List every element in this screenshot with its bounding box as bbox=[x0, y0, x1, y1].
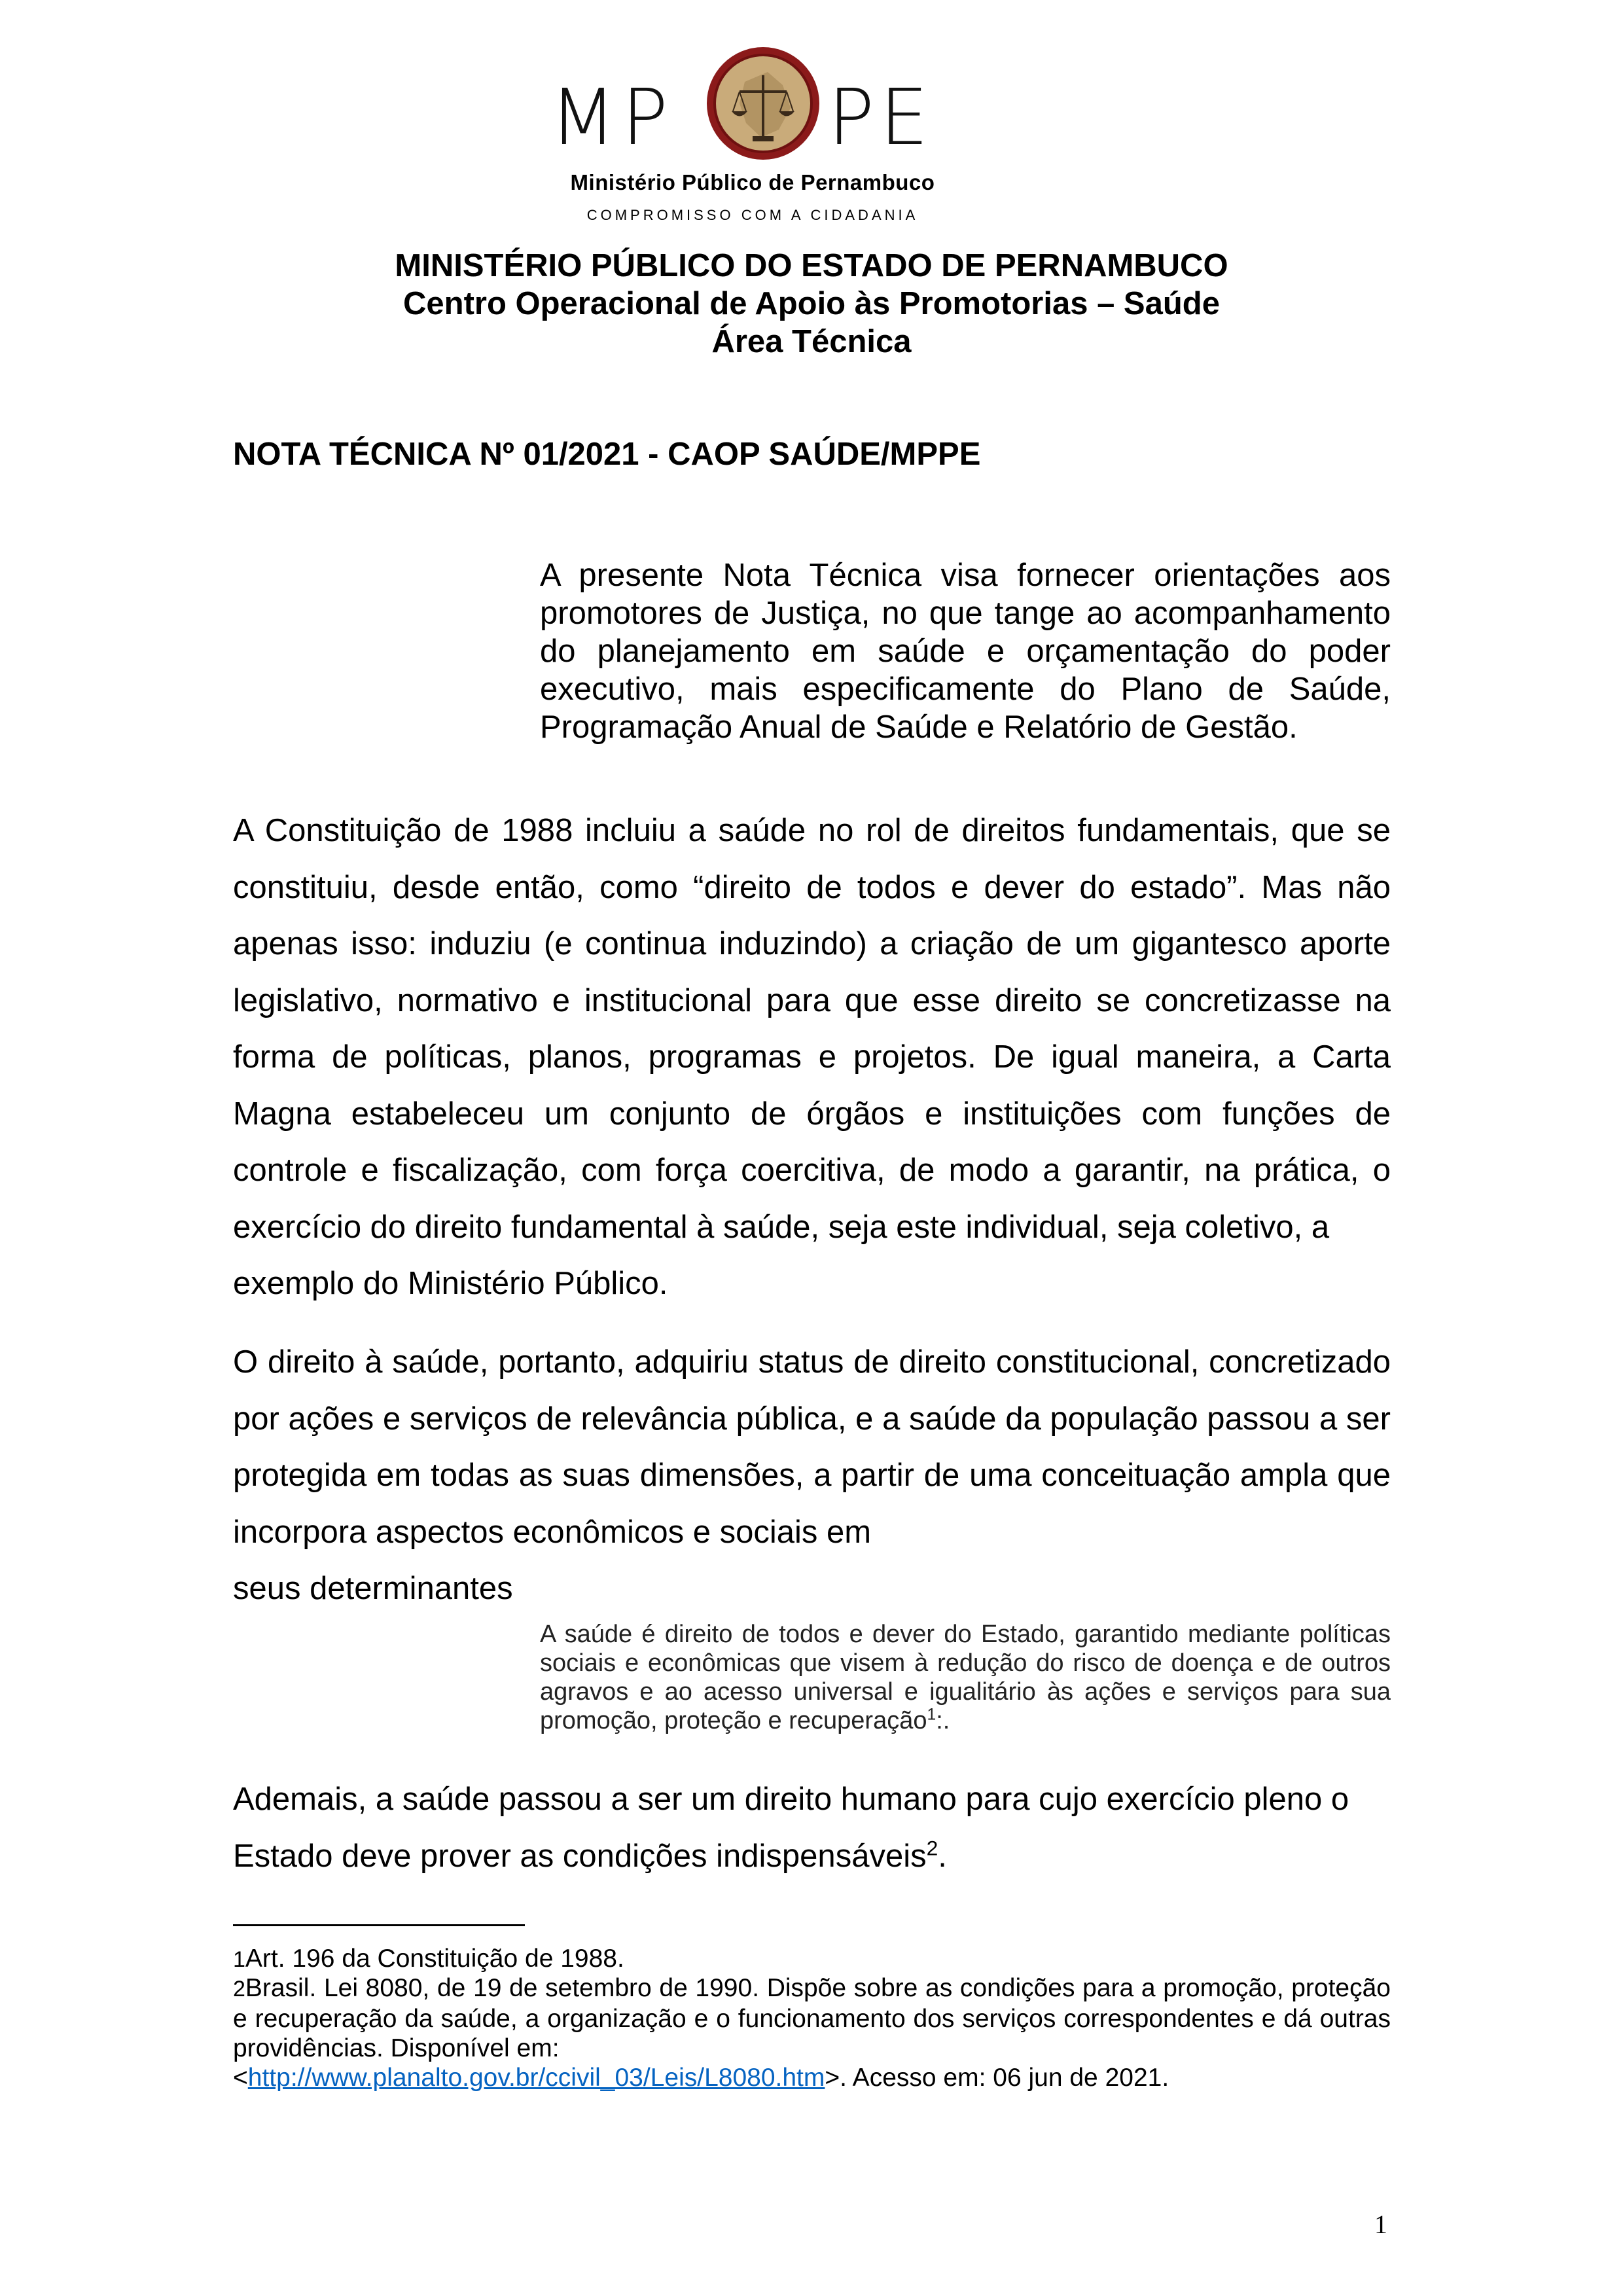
paragraph-2 bbox=[233, 1334, 1391, 1617]
abstract: A presente Nota Técnica visa fornecer orientações aos promotores de Justiça, no que tange ao acompanhamento do planejamento em saúde e orçamentação do poder executivo, mais especificamente do Plano de Saúde, Programação Anual de Saúde e Relatório de Gestão. bbox=[540, 558, 1391, 745]
quote-text: A saúde é direito de todos e dever do Estado, garantido mediante políticas sociais e econômicas que visem à redução do risco de doença e de outros agravos e ao acesso universal e igualitário às ações e serviços para sua promoção, proteção e recuperação bbox=[540, 1621, 1391, 1734]
paragraph-2-last-line: seus determinantes bbox=[233, 1571, 513, 1606]
footnote-1-text: Art. 196 da Constituição de 1988. bbox=[245, 1945, 624, 1973]
footnote-2-post-link: >. Acesso em: 06 jun de 2021. bbox=[825, 2064, 1169, 2092]
logo-mp-text: MP bbox=[550, 72, 673, 162]
footnote-2-text: Brasil. Lei 8080, de 19 de setembro de 1990. Dispõe sobre as condições para a promoção, proteção e recuperação da saúde, a organização e o funcionamento dos serviços correspondentes e dá outras providências. Disponível em: bbox=[233, 1974, 1391, 2062]
page-number: 1 bbox=[1374, 2210, 1387, 2239]
seal-icon bbox=[705, 46, 821, 161]
logo-institution-name: Ministério Público de Pernambuco bbox=[570, 170, 935, 194]
footnote-1-number: 1 bbox=[233, 1947, 245, 1972]
paragraph-3-last-line bbox=[233, 1828, 1391, 1885]
logo-tagline: COMPROMISSO COM A CIDADANIA bbox=[586, 207, 919, 223]
header-center: Centro Operacional de Apoio às Promotorias – Saúde bbox=[403, 286, 1220, 321]
footnote-1 bbox=[233, 1944, 1391, 1975]
logo-pe-text: PE bbox=[828, 72, 934, 162]
paragraph-3-text: Ademais, a saúde passou a ser um direito humano para cujo exercício pleno o bbox=[233, 1782, 1349, 1817]
header-area: Área Técnica bbox=[711, 324, 912, 359]
paragraph-2-text: O direito à saúde, portanto, adquiriu status de direito constitucional, concretizado por ações e serviços de relevância pública, e a saúde da população passou a ser protegida em todas as suas dimensões, a partir de uma conceituação ampla que incorpora aspectos econômicos e sociais em bbox=[233, 1344, 1391, 1550]
paragraph-3 bbox=[233, 1771, 1391, 1884]
footnote-2-link[interactable]: http://www.planalto.gov.br/ccivil_03/Leis/L8080.htm bbox=[247, 2064, 825, 2092]
paragraph-3-last-text: Estado deve prover as condições indispensáveis bbox=[233, 1838, 927, 1874]
paragraph-3-tail: . bbox=[938, 1838, 947, 1874]
footnote-separator bbox=[233, 1924, 525, 1926]
quote-footnote-ref: 1 bbox=[927, 1706, 936, 1724]
constitution-quote bbox=[540, 1620, 1391, 1735]
footnote-2 bbox=[233, 1973, 1391, 2092]
document-title: NOTA TÉCNICA Nº 01/2021 - CAOP SAÚDE/MPPE bbox=[233, 437, 981, 472]
mppe-logo bbox=[537, 26, 969, 223]
paragraph-3-footnote-ref: 2 bbox=[926, 1836, 938, 1860]
paragraph-1-last-line: exemplo do Ministério Público. bbox=[233, 1266, 668, 1301]
footnote-2-pre-link: < bbox=[233, 2064, 248, 2092]
quote-tail: :. bbox=[936, 1707, 950, 1734]
paragraph-1 bbox=[233, 802, 1391, 1312]
header-institution: MINISTÉRIO PÚBLICO DO ESTADO DE PERNAMBUCO bbox=[395, 248, 1228, 283]
paragraph-1-text: A Constituição de 1988 incluiu a saúde no rol de direitos fundamentais, que se constituiu, desde então, como “direito de todos e dever do estado”. Mas não apenas isso: induziu (e continua induzindo) a criação de um gigantesco aporte legislativo, normativo e institucional para que esse direito se concretizasse na forma de políticas, planos, programas e projetos. De igual maneira, a Carta Magna estabeleceu um conjunto de órgãos e instituições com funções de controle e fiscalização, com força coercitiva, de modo a garantir, na prática, o exercício do direito fundamental à saúde, seja este individual, seja coletivo, a bbox=[233, 813, 1391, 1245]
footnote-2-number: 2 bbox=[233, 1977, 245, 2001]
